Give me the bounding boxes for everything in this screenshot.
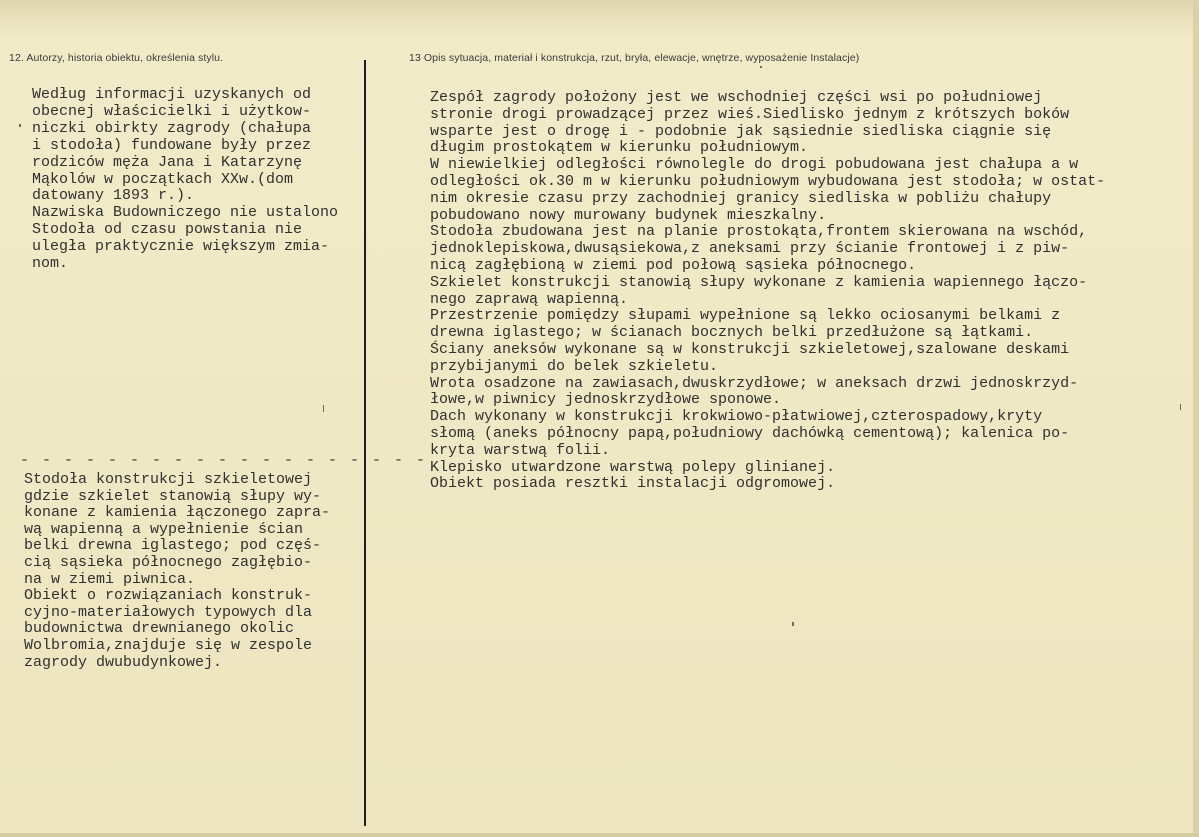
- text-line: konane z kamienia łączonego zapra-: [24, 504, 331, 522]
- text-line: długim prostokątem w kierunku południowym.: [430, 139, 809, 157]
- text-line: Zespół zagrody położony jest we wschodniej części wsi po południowej: [430, 89, 1043, 106]
- text-line: Ściany aneksów wykonane są w konstrukcji szkieletowej,szalowane deskami: [430, 340, 1070, 358]
- text-line: rodziców męża Jana i Katarzynę: [32, 153, 303, 171]
- text-line: nim okresie czasu przy zachodniej granicy siedliska w pobliżu chałupy: [430, 189, 1052, 207]
- text-line: Mąkolów w początkach XXw.(dom: [32, 170, 294, 188]
- section-12-heading: 12. Autorzy, historia obiektu, określenia stylu.: [9, 52, 224, 64]
- column-divider: [364, 60, 366, 826]
- text-line: cią sąsieka północnego zagłębio-: [24, 553, 313, 571]
- text-line: Obiekt posiada resztki instalacji odgromowej.: [430, 475, 836, 493]
- page-right-edge: [1193, 0, 1199, 837]
- page-top-shadow: [0, 0, 1199, 40]
- text-line: Przestrzenie pomiędzy słupami wypełnione są lekko ociosanymi belkami z: [430, 307, 1061, 325]
- text-line: W niewielkiej odległości równolegle do drogi pobudowana jest chałupa a w: [430, 156, 1079, 174]
- text-line: słomą (aneks północny papą,południowy dachówką cementową); kalenica po-: [430, 424, 1070, 442]
- text-line: Wolbromia,znajduje się w zespole: [24, 636, 313, 654]
- text-line: obecnej właścicielki i użytkow-: [32, 102, 312, 120]
- paper-speck: [323, 405, 324, 412]
- text-line: drewna iglastego; w ścianach bocznych belki przedłużone są łątkami.: [430, 324, 1034, 342]
- dashed-separator: - - - - - - - - - - - - - - - - - - -: [20, 452, 428, 469]
- text-line: odległości ok.30 m w kierunku południowym wybudowana jest stodoła; w ostat-: [430, 172, 1106, 190]
- text-line: wsparte jest o drogę i - podobnie jak sąsiednie siedliska ciągnie się: [430, 122, 1052, 140]
- text-line: Nazwiska Budowniczego nie ustalono: [32, 204, 339, 222]
- text-line: nom.: [32, 255, 69, 273]
- text-line: Wrota osadzone na zawiasach,dwuskrzydłowe; w aneksach drzwi jednoskrzyd-: [430, 374, 1079, 392]
- page-bottom-edge: [0, 833, 1199, 837]
- text-line: wą wapienną a wypełnienie ścian: [24, 520, 304, 538]
- text-line: łowe,w piwnicy jednoskrzydłowe sponowe.: [430, 391, 782, 409]
- text-line: Obiekt o rozwiązaniach konstruk-: [24, 587, 313, 605]
- text-line: cyjno-materiałowych typowych dla: [24, 603, 313, 621]
- text-line: przybijanymi do belek szkieletu.: [430, 357, 719, 375]
- text-line: datowany 1893 r.).: [32, 187, 195, 205]
- text-line: Według informacji uzyskanych od: [32, 86, 312, 103]
- text-line: gdzie szkielet stanowią słupy wy-: [24, 487, 322, 505]
- text-line: Stodoła konstrukcji szkieletowej: [24, 471, 313, 488]
- paper-speck: [1180, 404, 1181, 410]
- text-line: pobudowano nowy murowany budynek mieszkalny.: [430, 206, 827, 224]
- text-line: nicą zagłębioną w ziemi pod połową sąsieka północnego.: [430, 256, 917, 274]
- text-line: Stodoła od czasu powstania nie: [32, 221, 303, 239]
- paper-speck: [792, 622, 794, 626]
- text-line: kryta warstwą folii.: [430, 441, 611, 459]
- section-13-heading: 13 Opis sytuacja, materiał i konstrukcja, rzut, bryła, elewacje, wnętrze, wyposażenie Instalacje): [409, 52, 860, 64]
- text-line: budownictwa drewnianego okolic: [24, 620, 295, 638]
- text-line: Klepisko utwardzone warstwą polepy glinianej.: [430, 458, 836, 476]
- text-line: zagrody dwubudynkowej.: [24, 653, 223, 671]
- text-line: Szkielet konstrukcji stanowią słupy wykonane z kamienia wapiennego łączo-: [430, 273, 1088, 291]
- text-line: belki drewna iglastego; pod częś-: [24, 537, 322, 555]
- text-line: niczki obirkty zagrody (chałupa: [32, 119, 312, 137]
- text-line: uległa praktycznie większym zmia-: [32, 238, 330, 256]
- paper-speck: [760, 66, 762, 68]
- text-line: stronie drogi prowadzącej przez wieś.Siedlisko jednym z krótszych boków: [430, 105, 1070, 123]
- description-text: [430, 90, 1105, 493]
- text-line: Stodoła zbudowana jest na planie prostokąta,frontem skierowana na wschód,: [430, 223, 1088, 241]
- paper-speck: [19, 124, 21, 127]
- text-line: i stodoła) fundowane były przez: [32, 136, 312, 154]
- text-line: na w ziemi piwnica.: [24, 570, 196, 588]
- style-summary-text: [24, 472, 330, 671]
- text-line: jednoklepiskowa,dwusąsiekowa,z aneksami przy ścianie frontowej i z piw-: [430, 240, 1070, 258]
- text-line: Dach wykonany w konstrukcji krokwiowo-płatwiowej,czterospadowy,kryty: [430, 408, 1043, 426]
- authors-history-text: [32, 87, 338, 273]
- text-line: nego zaprawą wapienną.: [430, 290, 629, 308]
